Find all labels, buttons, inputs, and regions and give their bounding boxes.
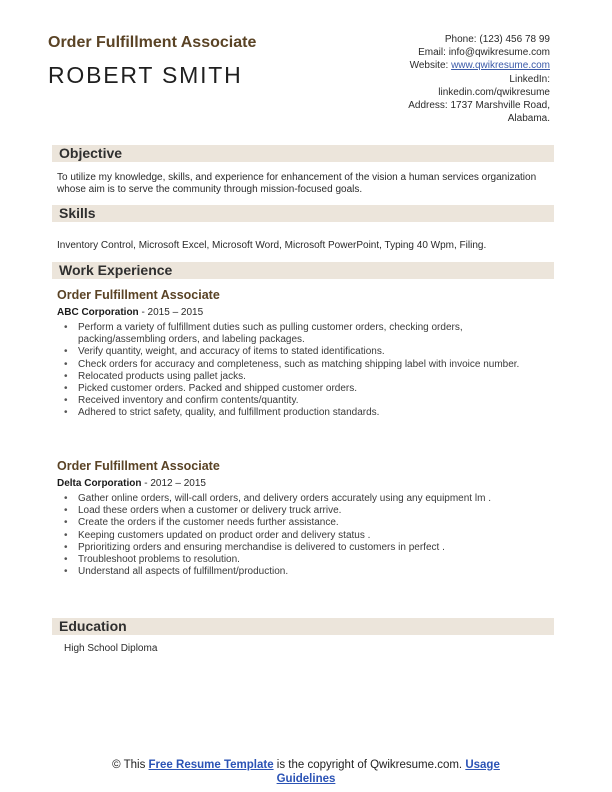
- list-item: • Understand all aspects of fulfillment/production.: [64, 566, 544, 578]
- contact-phone: Phone: (123) 456 78 99: [444, 34, 550, 45]
- job-company: Delta Corporation: [57, 478, 142, 489]
- list-item: • Received inventory and confirm contents/quantity.: [64, 395, 544, 407]
- list-item: • Troubleshoot problems to resolution.: [64, 554, 544, 566]
- list-item: • Keeping customers updated on product order and delivery status .: [64, 530, 544, 542]
- job-bullets: [64, 493, 544, 578]
- contact-email: Email: info@qwikresume.com: [418, 47, 550, 59]
- job-role: Order Fulfillment Associate: [57, 288, 220, 302]
- list-item: • Pprioritizing orders and ensuring merchandise is delivered to customers in perfect .: [64, 542, 544, 554]
- usage-guidelines-link[interactable]: Usage: [465, 759, 500, 771]
- job-dates: - 2015 – 2015: [138, 307, 204, 318]
- email-link[interactable]: info@qwikresume.com: [448, 47, 550, 59]
- job-company: ABC Corporation: [57, 307, 139, 318]
- footer-copyright: © This Free Resume Template is the copyright of Qwikresume.com. Usage Guidelines: [112, 759, 500, 785]
- contact-linkedin-label: LinkedIn:: [509, 73, 550, 85]
- list-item: • Verify quantity, weight, and accuracy of items to stated identifications.: [64, 346, 544, 358]
- job-role: Order Fulfillment Associate: [57, 459, 220, 473]
- free-resume-template-link[interactable]: Free Resume Template: [148, 759, 274, 771]
- candidate-name: ROBERT SMITH: [48, 62, 243, 88]
- list-item: • Picked customer orders. Packed and shipped customer orders.: [64, 383, 544, 395]
- list-item: • Check orders for accuracy and completeness, such as matching shipping label with invoice number.: [64, 359, 544, 371]
- section-objective: [52, 145, 554, 162]
- job-bullets: [64, 322, 544, 420]
- section-title: Education: [59, 618, 127, 634]
- section-title: Work Experience: [59, 262, 173, 278]
- job-company-line: [57, 478, 206, 489]
- objective-text: To utilize my knowledge, skills, and experience for enhancement of the vision a human services organization whose aim is to serve the community through mission-focused goals.: [57, 172, 537, 195]
- section-title: Skills: [59, 205, 96, 221]
- header-job-title: Order Fulfillment Associate: [48, 34, 257, 51]
- contact-website: Website: www.qwikresume.com: [409, 60, 550, 72]
- list-item: • Adhered to strict safety, quality, and fulfillment production standards.: [64, 407, 544, 419]
- list-item: • Load these orders when a customer or delivery truck arrive.: [64, 505, 544, 517]
- contact-address-line2: Alabama.: [507, 113, 550, 125]
- website-link[interactable]: www.qwikresume.com: [451, 60, 550, 72]
- list-item: • Relocated products using pallet jacks.: [64, 371, 544, 383]
- list-item: • Create the orders if the customer needs further assistance.: [64, 517, 544, 529]
- contact-block: [300, 33, 550, 125]
- list-item: • Gather online orders, will-call orders, and delivery orders accurately using any equipment lm .: [64, 493, 544, 505]
- list-item: • Perform a variety of fulfillment duties such as pulling customer orders, checking orders, packing/assembling orders, and labeling packages.: [64, 322, 544, 346]
- section-skills: [52, 205, 554, 222]
- section-title: Objective: [59, 145, 123, 161]
- education-text: High School Diploma: [64, 643, 158, 654]
- job-company-line: [57, 307, 203, 318]
- usage-guidelines-link-line2[interactable]: Guidelines: [276, 773, 336, 785]
- job-dates: - 2012 – 2015: [141, 478, 206, 489]
- skills-text: Inventory Control, Microsoft Excel, Microsoft Word, Microsoft PowerPoint, Typing 40 Wpm, Filing.: [57, 240, 487, 251]
- contact-linkedin-link[interactable]: linkedin.com/qwikresume: [438, 86, 550, 98]
- contact-address: Address: 1737 Marshville Road,: [408, 100, 550, 112]
- section-work-experience: [52, 262, 554, 279]
- section-education: [52, 618, 554, 635]
